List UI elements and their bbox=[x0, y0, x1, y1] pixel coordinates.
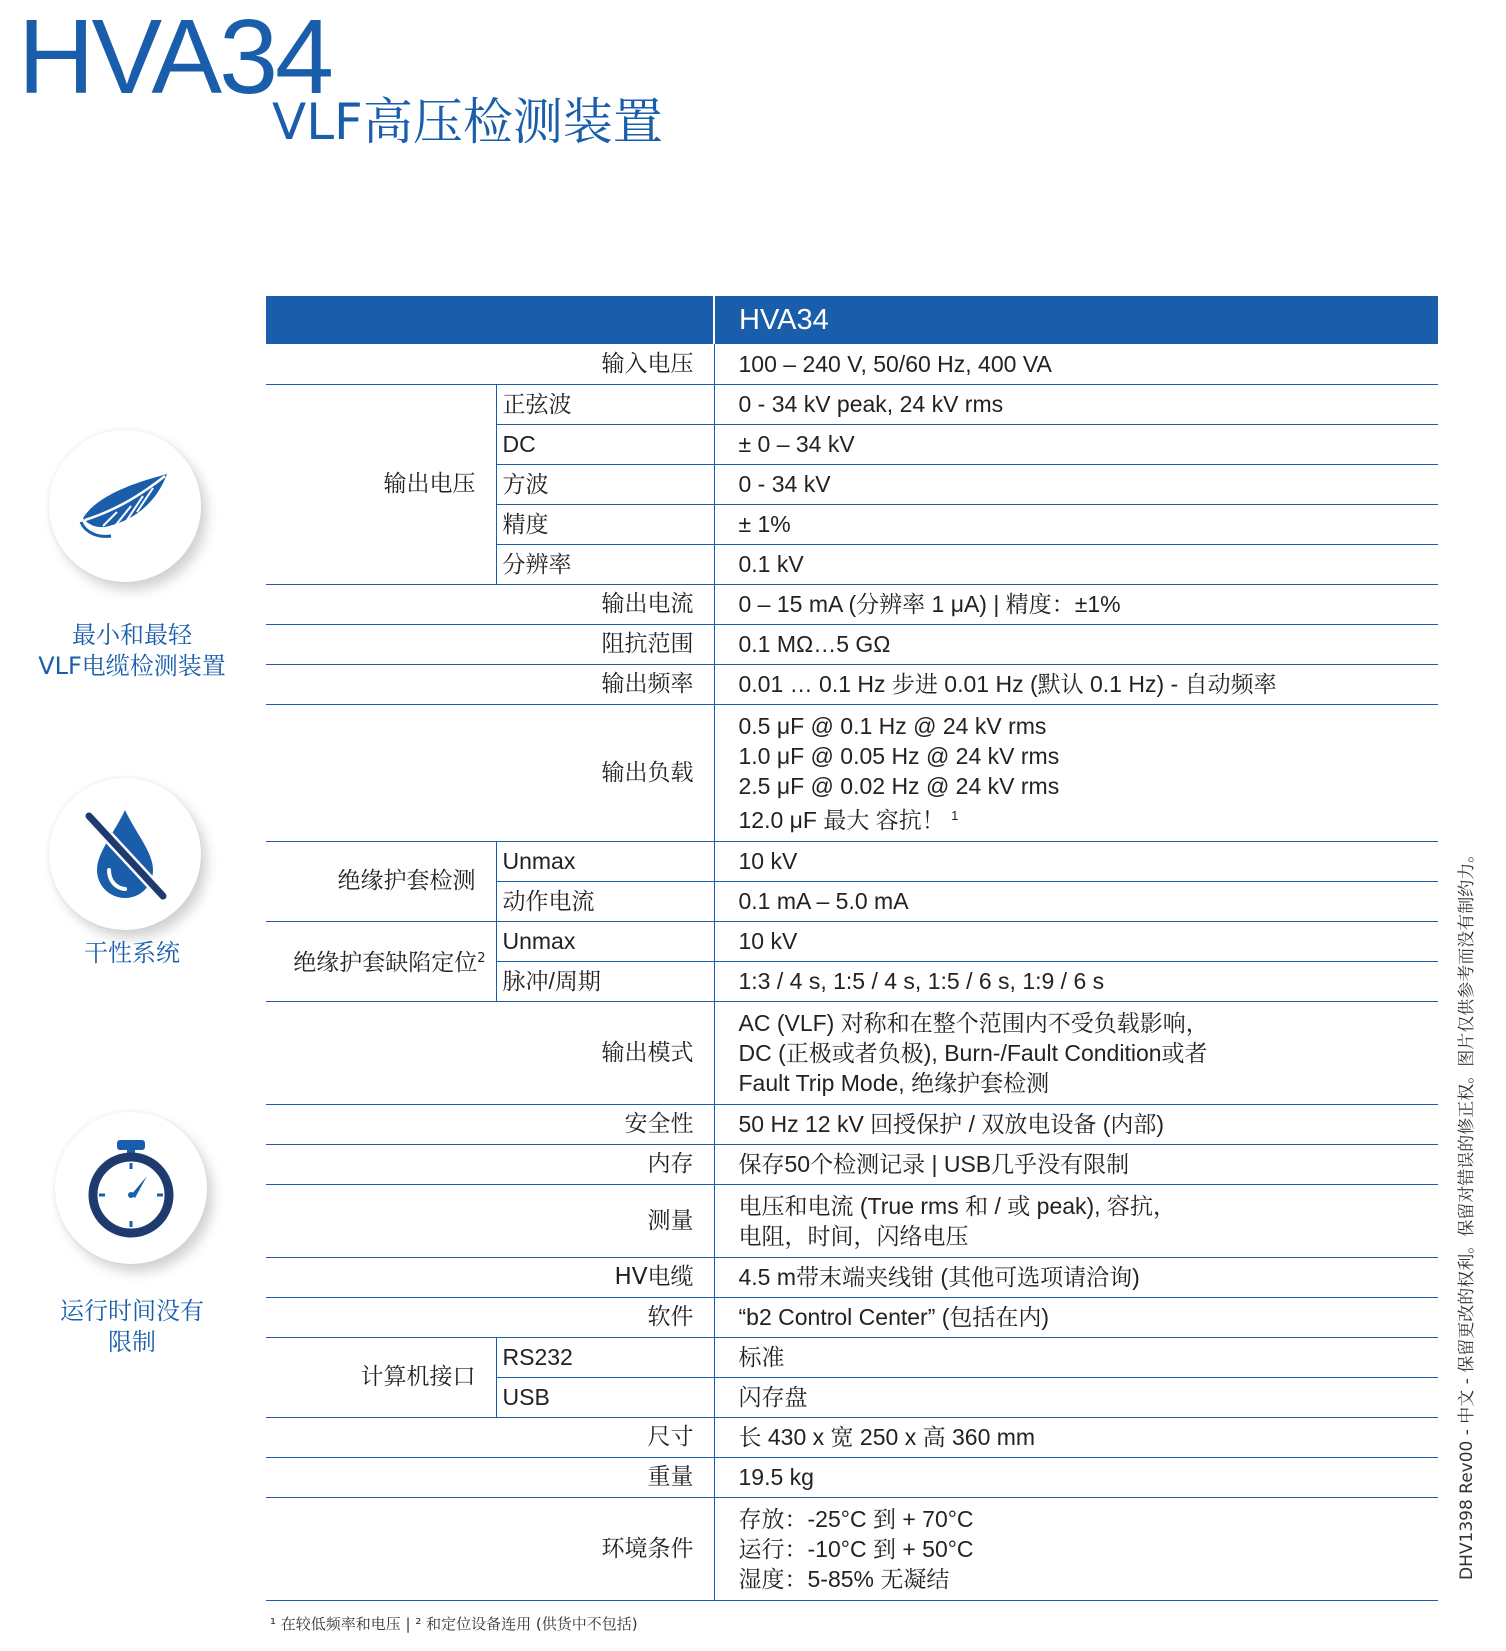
feature-icon-circle bbox=[49, 430, 201, 582]
table-row bbox=[266, 624, 1438, 664]
product-subtitle: VLF高压检测装置 bbox=[272, 93, 663, 151]
row-label: 尺寸 bbox=[266, 1417, 714, 1457]
row-value: 0.1 kV bbox=[714, 544, 1438, 584]
table-row bbox=[266, 1104, 1438, 1144]
row-sublabel: 精度 bbox=[496, 504, 714, 544]
feature-caption: 运行时间没有 限制 bbox=[60, 1297, 204, 1356]
table-row bbox=[266, 921, 1438, 961]
row-sublabel: Unmax bbox=[496, 921, 714, 961]
row-value: 标准 bbox=[714, 1337, 1438, 1377]
feature-icon-circle bbox=[55, 1112, 207, 1264]
side-note: DHV1398 Rev00 - 中文 - 保留更改的权利。保留对错误的修正权。图片仅供参考而没有制约力。 bbox=[1457, 845, 1477, 1580]
table-row bbox=[266, 704, 1438, 841]
row-sublabel: DC bbox=[496, 424, 714, 464]
table-row bbox=[266, 1144, 1438, 1184]
table-row bbox=[266, 841, 1438, 881]
row-value: 存放：-25°C 到 + 70°C 运行：-10°C 到 + 50°C 湿度：5-85% 无凝结 bbox=[714, 1497, 1438, 1600]
row-sublabel: 分辨率 bbox=[496, 544, 714, 584]
spec-table bbox=[266, 296, 1438, 1601]
row-sublabel: 动作电流 bbox=[496, 881, 714, 921]
row-label: 输出模式 bbox=[266, 1001, 714, 1104]
table-row bbox=[266, 384, 1438, 424]
row-value: 19.5 kg bbox=[714, 1457, 1438, 1497]
spec-table-header bbox=[266, 296, 1438, 344]
row-value: 50 Hz 12 kV 回授保护 / 双放电设备 (内部) bbox=[714, 1104, 1438, 1144]
spec-table-header-model: HVA34 bbox=[714, 296, 1438, 344]
row-value: 长 430 x 宽 250 x 高 360 mm bbox=[714, 1417, 1438, 1457]
row-sublabel: USB bbox=[496, 1377, 714, 1417]
row-label: HV电缆 bbox=[266, 1257, 714, 1297]
table-row bbox=[266, 584, 1438, 624]
row-value: 保存50个检测记录 | USB几乎没有限制 bbox=[714, 1144, 1438, 1184]
row-value: 电压和电流 (True rms 和 / 或 peak), 容抗， 电阻，时间，闪络电压 bbox=[714, 1184, 1438, 1257]
row-label: 软件 bbox=[266, 1297, 714, 1337]
row-label: 绝缘护套检测 bbox=[266, 841, 496, 921]
row-label: 测量 bbox=[266, 1184, 714, 1257]
table-row bbox=[266, 1337, 1438, 1377]
row-value: 0.1 mA – 5.0 mA bbox=[714, 881, 1438, 921]
table-row bbox=[266, 1457, 1438, 1497]
row-value: 1:3 / 4 s, 1:5 / 4 s, 1:5 / 6 s, 1:9 / 6 s bbox=[714, 961, 1438, 1001]
row-label: 内存 bbox=[266, 1144, 714, 1184]
row-sublabel: Unmax bbox=[496, 841, 714, 881]
table-row bbox=[266, 1257, 1438, 1297]
table-row bbox=[266, 1001, 1438, 1104]
stopwatch-icon bbox=[81, 1138, 181, 1238]
row-label: 绝缘护套缺陷定位$^2$ bbox=[266, 921, 496, 1001]
row-label: 输出电压 bbox=[266, 384, 496, 584]
feature-icon-circle bbox=[49, 778, 201, 930]
row-value: “b2 Control Center” (包括在内) bbox=[714, 1297, 1438, 1337]
table-row bbox=[266, 1417, 1438, 1457]
table-row bbox=[266, 344, 1438, 384]
row-value: ± 1% bbox=[714, 504, 1438, 544]
row-label: 输入电压 bbox=[266, 344, 714, 384]
table-row bbox=[266, 1297, 1438, 1337]
row-label: 重量 bbox=[266, 1457, 714, 1497]
row-value: 0.01 … 0.1 Hz 步进 0.01 Hz (默认 0.1 Hz) - 自动频率 bbox=[714, 664, 1438, 704]
row-label: 输出电流 bbox=[266, 584, 714, 624]
table-row bbox=[266, 664, 1438, 704]
row-value: 0 - 34 kV peak, 24 kV rms bbox=[714, 384, 1438, 424]
row-label: 阻抗范围 bbox=[266, 624, 714, 664]
row-value: 0 – 15 mA (分辨率 1 μA) | 精度：±1% bbox=[714, 584, 1438, 624]
footnote-ref: 1 bbox=[951, 807, 959, 823]
feather-icon bbox=[75, 456, 175, 556]
row-value: 10 kV bbox=[714, 921, 1438, 961]
row-label: 输出负载 bbox=[266, 704, 714, 841]
table-row bbox=[266, 1497, 1438, 1600]
row-value: 0.1 MΩ…5 GΩ bbox=[714, 624, 1438, 664]
table-row bbox=[266, 1184, 1438, 1257]
row-sublabel: 方波 bbox=[496, 464, 714, 504]
no-water-drop-icon bbox=[75, 804, 175, 904]
row-value: 闪存盘 bbox=[714, 1377, 1438, 1417]
row-sublabel: RS232 bbox=[496, 1337, 714, 1377]
row-label: 安全性 bbox=[266, 1104, 714, 1144]
row-value: 10 kV bbox=[714, 841, 1438, 881]
row-label: 输出频率 bbox=[266, 664, 714, 704]
footnote-ref: 2 bbox=[477, 951, 486, 966]
row-value: 100 – 240 V, 50/60 Hz, 400 VA bbox=[714, 344, 1438, 384]
row-value: ± 0 – 34 kV bbox=[714, 424, 1438, 464]
feature-caption: 干性系统 bbox=[84, 939, 180, 967]
row-value: 0.5 μF @ 0.1 Hz @ 24 kV rms 1.0 μF @ 0.05 Hz @ 24 kV rms 2.5 μF @ 0.02 Hz @ 24 kV rms 12.0 μF 最大 容抗！ $^1$ bbox=[714, 704, 1438, 841]
row-value: AC (VLF) 对称和在整个范围内不受负载影响， DC (正极或者负极), Burn-/Fault Condition或者 Fault Trip Mode, 绝缘护套检测 bbox=[714, 1001, 1438, 1104]
footnote: ¹ 在较低频率和电压 | ² 和定位设备连用 (供货中不包括) bbox=[270, 1615, 638, 1633]
row-sublabel: 脉冲/周期 bbox=[496, 961, 714, 1001]
row-value: 4.5 m带末端夹线钳 (其他可选项请洽询) bbox=[714, 1257, 1438, 1297]
row-label: 计算机接口 bbox=[266, 1337, 496, 1417]
product-title: HVA34 bbox=[18, 0, 331, 116]
feature-caption: 最小和最轻 VLF电缆检测装置 bbox=[38, 621, 226, 680]
row-label: 环境条件 bbox=[266, 1497, 714, 1600]
row-sublabel: 正弦波 bbox=[496, 384, 714, 424]
row-value: 0 - 34 kV bbox=[714, 464, 1438, 504]
